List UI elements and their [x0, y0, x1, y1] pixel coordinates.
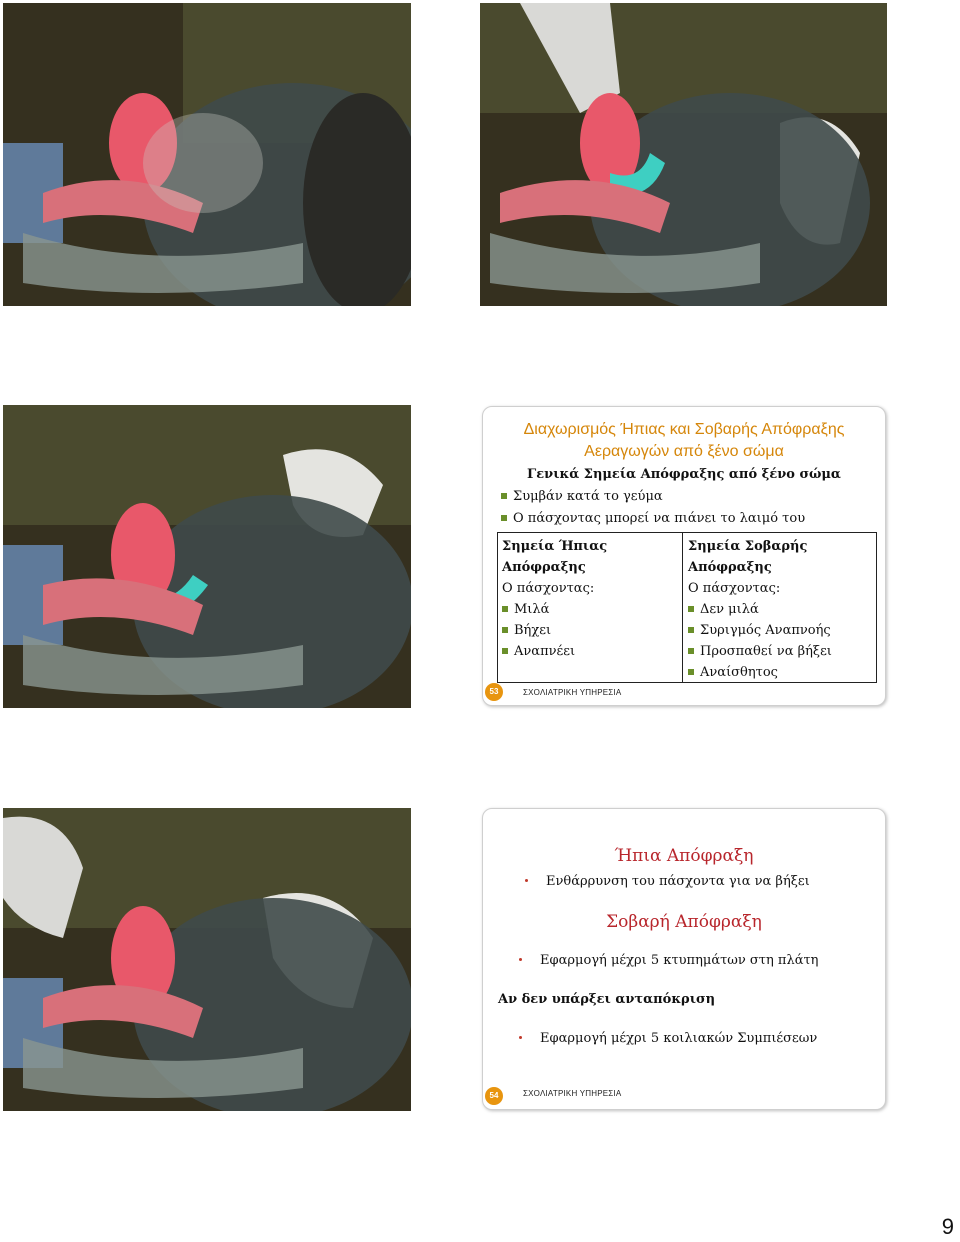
- slide-53-title-line2: Αεραγωγών από ξένο σώμα: [584, 443, 784, 460]
- slide-54: [482, 808, 886, 1110]
- list-item: Αναπνέει: [502, 641, 607, 662]
- airway-photo-4: [3, 808, 411, 1111]
- severe-signs-column: [688, 536, 832, 683]
- bullet-square-icon: [502, 627, 508, 633]
- slide-footer: ΣΧΟΛΙΑΤΡΙΚΗ ΥΠΗΡΕΣΙΑ: [523, 688, 622, 697]
- severe-header-2: Απόφραξης: [688, 560, 772, 575]
- bullet-dot-icon: [519, 958, 522, 961]
- list-item: Εφαρμογή μέχρι 5 κτυπημάτων στη πλάτη: [519, 953, 818, 968]
- slide-footer: ΣΧΟΛΙΑΤΡΙΚΗ ΥΠΗΡΕΣΙΑ: [523, 1089, 622, 1098]
- list-item: Ενθάρρυνση του πάσχοντα για να βήξει: [525, 874, 810, 889]
- list-item: Εφαρμογή μέχρι 5 κοιλιακών Συμπιέσεων: [519, 1031, 817, 1046]
- mild-signs-column: [502, 536, 607, 662]
- list-item: Ο πάσχοντας μπορεί να πιάνει το λαιμό του: [501, 511, 805, 526]
- slide-number-badge: 53: [485, 683, 503, 701]
- list-item: Αναίσθητος: [688, 662, 832, 683]
- bullet-square-icon: [502, 648, 508, 654]
- list-item: Προσπαθεί να βήξει: [688, 641, 832, 662]
- severe-obstruction-heading: Σοβαρή Απόφραξη: [606, 912, 762, 932]
- bullet-square-icon: [688, 606, 694, 612]
- bullet-square-icon: [688, 669, 694, 675]
- mild-intro: Ο πάσχοντας:: [502, 581, 595, 596]
- bullet-square-icon: [502, 606, 508, 612]
- slide-53-title: [483, 419, 885, 463]
- page-number: 9: [941, 1214, 954, 1239]
- bullet-square-icon: [688, 627, 694, 633]
- severe-header-1: Σημεία Σοβαρής: [688, 539, 808, 554]
- airway-photo-1: [3, 3, 411, 306]
- list-item: Δεν μιλά: [688, 599, 832, 620]
- table-divider: [682, 533, 683, 682]
- slide-53-title-line1: Διαχωρισμός Ήπιας και Σοβαρής Απόφραξης: [523, 421, 845, 438]
- list-item: Συμβάν κατά το γεύμα: [501, 489, 663, 504]
- list-item: Μιλά: [502, 599, 607, 620]
- mild-obstruction-heading: Ήπια Απόφραξη: [614, 846, 754, 866]
- airway-photo-3: [3, 405, 411, 708]
- bullet-dot-icon: [519, 1036, 522, 1039]
- bullet-square-icon: [688, 648, 694, 654]
- slide-53-heading: Γενικά Σημεία Απόφραξης από ξένο σώμα: [527, 467, 841, 482]
- list-item: Συριγμός Αναπνοής: [688, 620, 832, 641]
- airway-photo-2: [480, 3, 887, 306]
- slide-53: [482, 406, 886, 706]
- signs-table: [497, 532, 877, 683]
- mild-header-1: Σημεία Ήπιας: [502, 539, 608, 554]
- slide-number-badge: 54: [485, 1087, 503, 1105]
- bullet-square-icon: [501, 493, 507, 499]
- bullet-square-icon: [501, 515, 507, 521]
- list-item: Βήχει: [502, 620, 607, 641]
- severe-intro: Ο πάσχοντας:: [688, 581, 781, 596]
- bullet-dot-icon: [525, 879, 528, 882]
- mild-header-2: Απόφραξης: [502, 560, 586, 575]
- no-response-label: Αν δεν υπάρξει ανταπόκριση: [498, 992, 716, 1007]
